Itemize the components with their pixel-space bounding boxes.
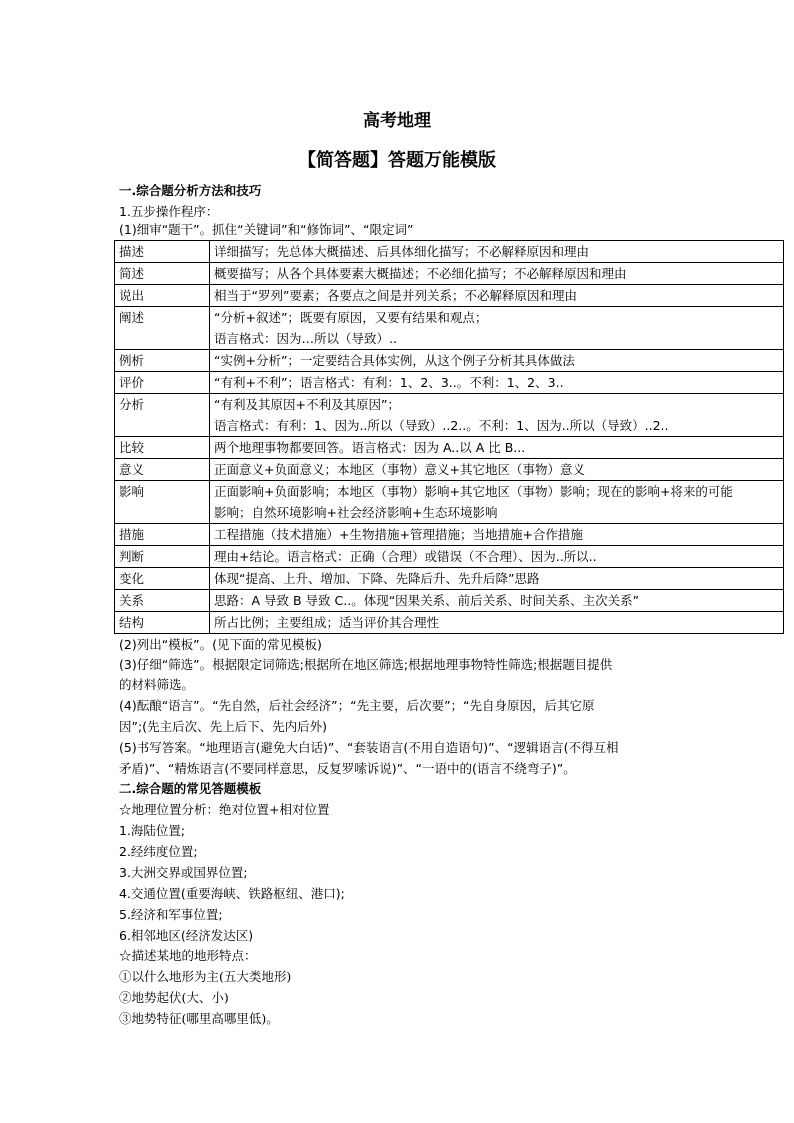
table-row: [115, 263, 784, 285]
location-heading: ☆地理位置分析：绝对位置+相对位置: [119, 802, 330, 817]
step-heading: 1.五步操作程序：: [119, 204, 219, 219]
table-row: [115, 307, 784, 350]
description-cell: “有利及其原因+不利及其原因”； 语言格式：有利：1、因为..所以（导致）..2..。不利：1、因为..所以（导致）..2..: [210, 394, 784, 437]
location-item: 4.交通位置(重要海峡、铁路枢纽、港口);: [119, 886, 345, 901]
table-row: [115, 459, 784, 481]
term-cell: 影响: [115, 481, 210, 524]
location-item: 2.经纬度位置;: [119, 844, 198, 859]
table-row: [115, 546, 784, 568]
step-5-line-2: 矛盾)”、“精炼语言(不要同样意思，反复罗嗦诉说)”、“一语中的(语言不绕弯子)”。: [119, 761, 576, 776]
term-cell: 措施: [115, 524, 210, 546]
table-row: [115, 612, 784, 634]
terrain-heading: ☆描述某地的地形特点：: [119, 948, 257, 963]
document-title: 高考地理: [363, 111, 431, 131]
step-5-line-1: (5)书写答案。“地理语言(避免大白话)”、“套装语言(不用自造语句)”、“逻辑语言(不得互相: [119, 740, 619, 755]
location-item: 3.大洲交界或国界位置;: [119, 865, 248, 880]
table-row: [115, 590, 784, 612]
section-heading: 一.综合题分析方法和技巧: [119, 183, 262, 198]
step-1: (1)细审“题干”。抓住“关键词”和“修饰词”、“限定词”: [119, 222, 414, 237]
term-cell: 比较: [115, 437, 210, 459]
description-cell: 所占比例；主要组成；适当评价其合理性: [210, 612, 784, 634]
document-subtitle: 【简答题】答题万能模版: [298, 150, 496, 171]
term-cell: 简述: [115, 263, 210, 285]
step-3-line-1: (3)仔细“筛选”。根据限定词筛选;根据所在地区筛选;根据地理事物特性筛选;根据题目提供: [119, 657, 613, 672]
description-cell: 正面意义+负面意义；本地区（事物）意义+其它地区（事物）意义: [210, 459, 784, 481]
term-cell: 描述: [115, 241, 210, 263]
description-cell: 两个地理事物都要回答。语言格式：因为 A..以 A 比 B...: [210, 437, 784, 459]
section-heading: 二.综合题的常见答题模板: [119, 781, 262, 796]
location-item: 1.海陆位置;: [119, 823, 186, 838]
table-row: [115, 481, 784, 524]
terrain-item: ②地势起伏(大、小): [119, 990, 229, 1005]
term-cell: 意义: [115, 459, 210, 481]
term-cell: 阐述: [115, 307, 210, 350]
step-2: (2)列出“模板”。(见下面的常见模板): [119, 637, 322, 652]
term-cell: 分析: [115, 394, 210, 437]
term-cell: 评价: [115, 372, 210, 394]
description-cell: “有利+不利”；语言格式：有利：1、2、3..。不利：1、2、3..: [210, 372, 784, 394]
term-cell: 关系: [115, 590, 210, 612]
table-row: [115, 350, 784, 372]
step-4-line-1: (4)酝酿“语言”。“先自然，后社会经济”；“先主要，后次要”；“先自身原因，后其它原: [119, 698, 595, 713]
keyword-table: [114, 240, 784, 634]
description-cell: 体现“提高、上升、增加、下降、先降后升、先升后降”思路: [210, 568, 784, 590]
term-cell: 变化: [115, 568, 210, 590]
step-3-line-2: 的材料筛选。: [119, 677, 195, 692]
table-row: [115, 241, 784, 263]
description-cell: 正面影响+负面影响；本地区（事物）影响+其它地区（事物）影响；现在的影响+将来的可能 影响；自然环境影响+社会经济影响+生态环境影响: [210, 481, 784, 524]
table-row: [115, 285, 784, 307]
table-row: [115, 524, 784, 546]
table-row: [115, 437, 784, 459]
term-cell: 例析: [115, 350, 210, 372]
location-item: 5.经济和军事位置;: [119, 907, 223, 922]
terrain-item: ①以什么地形为主(五大类地形): [119, 969, 292, 984]
description-cell: 工程措施（技术措施）+生物措施+管理措施；当地措施+合作措施: [210, 524, 784, 546]
term-cell: 结构: [115, 612, 210, 634]
step-4-line-2: 因”;(先主后次、先上后下、先内后外): [119, 719, 327, 734]
description-cell: “实例+分析”；一定要结合具体实例，从这个例子分析其具体做法: [210, 350, 784, 372]
description-cell: 理由+结论。语言格式：正确（合理）或错误（不合理）、因为..所以..: [210, 546, 784, 568]
table-row: [115, 394, 784, 437]
terrain-item: ③地势特征(哪里高哪里低)。: [119, 1011, 279, 1026]
description-cell: 概要描写；从各个具体要素大概描述；不必细化描写；不必解释原因和理由: [210, 263, 784, 285]
table-row: [115, 568, 784, 590]
description-cell: 详细描写；先总体大概描述、后具体细化描写；不必解释原因和理由: [210, 241, 784, 263]
description-cell: “分析+叙述”；既要有原因，又要有结果和观点； 语言格式：因为…所以（导致）..: [210, 307, 784, 350]
description-cell: 相当于“罗列”要素；各要点之间是并列关系；不必解释原因和理由: [210, 285, 784, 307]
term-cell: 判断: [115, 546, 210, 568]
description-cell: 思路：A 导致 B 导致 C..。体现“因果关系、前后关系、时间关系、主次关系”: [210, 590, 784, 612]
table-row: [115, 372, 784, 394]
location-item: 6.相邻地区(经济发达区): [119, 928, 254, 943]
term-cell: 说出: [115, 285, 210, 307]
